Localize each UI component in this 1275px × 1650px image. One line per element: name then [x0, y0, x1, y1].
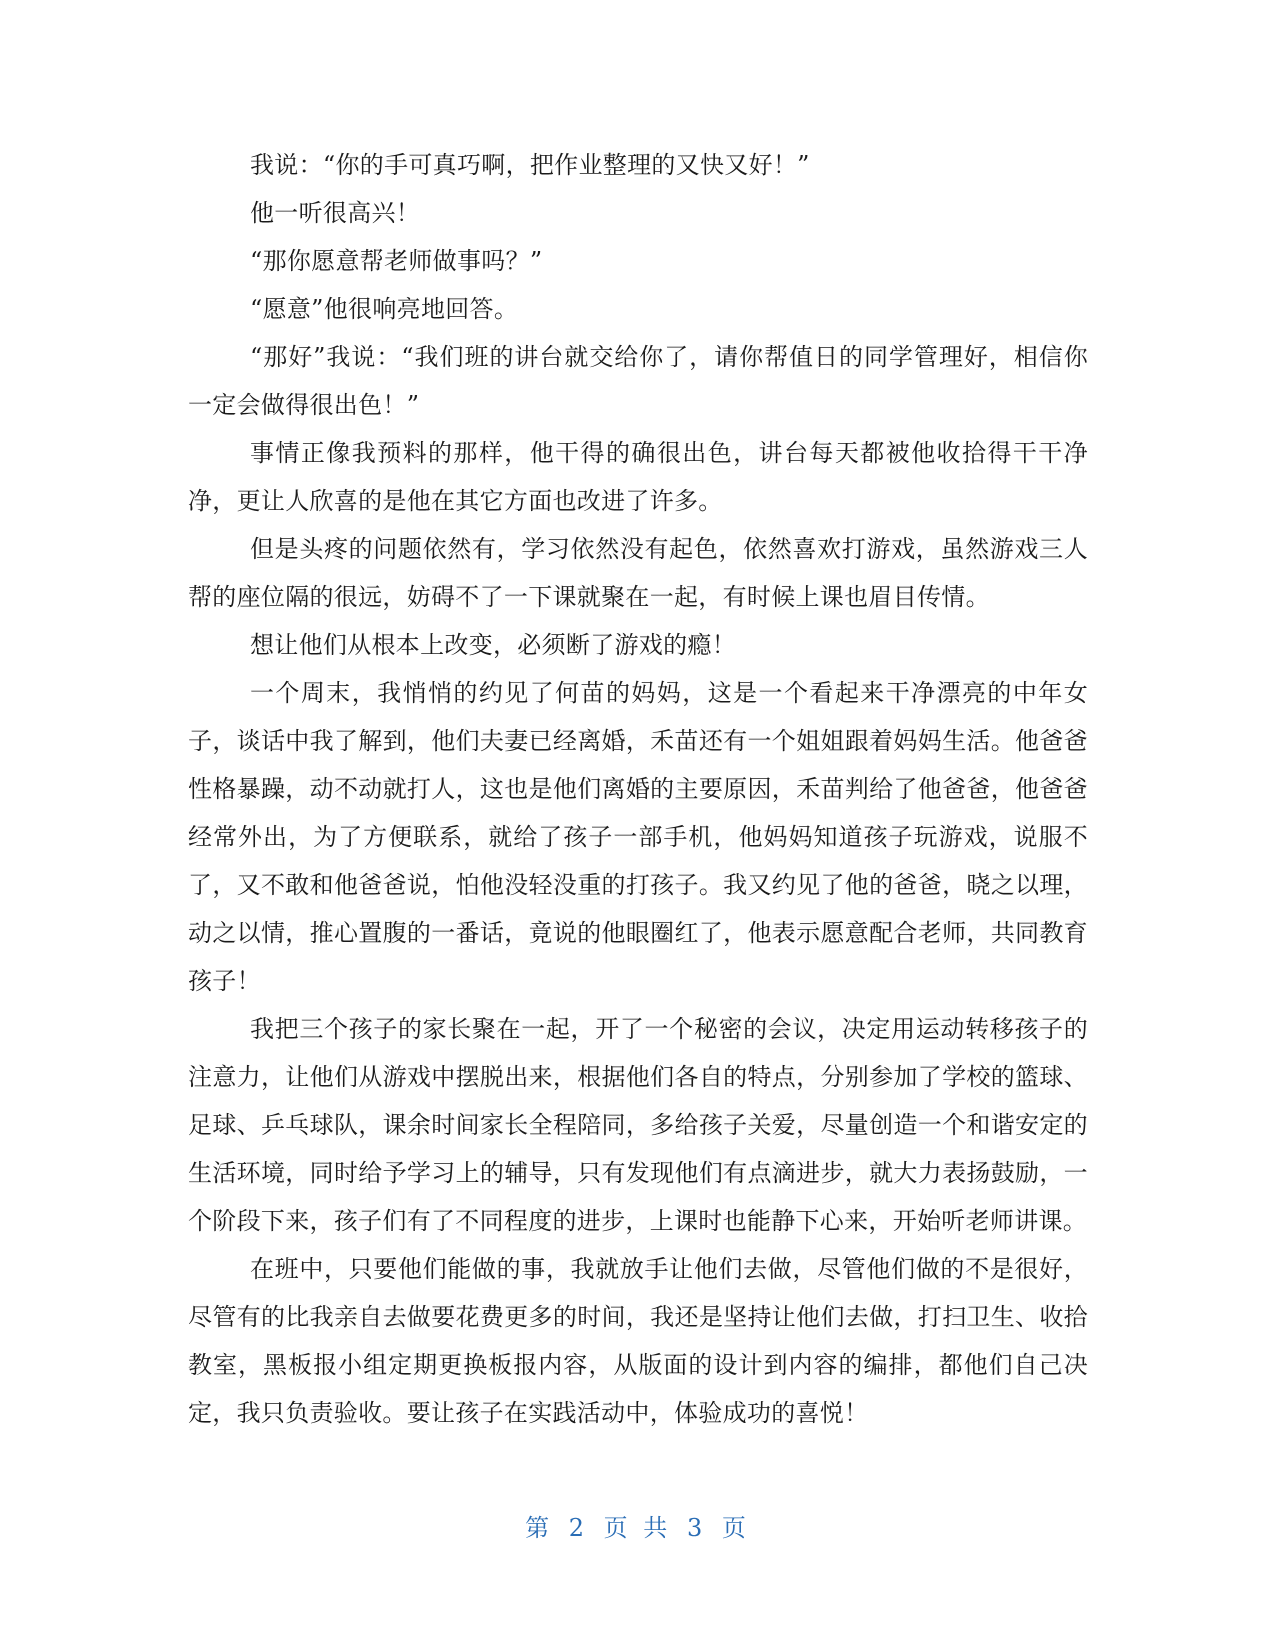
page-footer: [0, 1512, 1275, 1544]
paragraph: 事情正像我预料的那样，他干得的确很出色，讲台每天都被他收拾得干干净净，更让人欣喜的是他在其它方面也改进了许多。: [188, 439, 1088, 515]
paragraph: “愿意”他很响亮地回答。: [250, 295, 519, 323]
paragraph: 想让他们从根本上改变，必须断了游戏的瘾！: [250, 631, 736, 659]
document-body: [188, 141, 1088, 1437]
paragraph: 但是头疼的问题依然有，学习依然没有起色，依然喜欢打游戏，虽然游戏三人帮的座位隔的很远，妨碍不了一下课就聚在一起，有时候上课也眉目传情。: [188, 535, 1088, 611]
page-number-suffix: 页: [721, 1514, 750, 1542]
paragraph: 他一听很高兴！: [250, 199, 421, 227]
page-number-middle: 页 共: [603, 1514, 672, 1542]
paragraph: 在班中，只要他们能做的事，我就放手让他们去做，尽管他们做的不是很好，尽管有的比我亲自去做要花费更多的时间，我还是坚持让他们去做，打扫卫生、收拾教室，黑板报小组定期更换板报内容，从版面的设计到内容的编排，都他们自己决定，我只负责验收。要让孩子在实践活动中，体验成功的喜悦！: [188, 1255, 1088, 1427]
page-number-prefix: 第: [525, 1514, 554, 1542]
current-page-number: 2: [568, 1514, 589, 1542]
paragraph: 一个周末，我悄悄的约见了何苗的妈妈，这是一个看起来干净漂亮的中年女子，谈话中我了解到，他们夫妻已经离婚，禾苗还有一个姐姐跟着妈妈生活。他爸爸性格暴躁，动不动就打人，这也是他们离婚的主要原因，禾苗判给了他爸爸，他爸爸经常外出，为了方便联系，就给了孩子一部手机，他妈妈知道孩子玩游戏，说服不了，又不敢和他爸爸说，怕他没轻没重的打孩子。我又约见了他的爸爸，晓之以理，动之以情，推心置腹的一番话，竟说的他眼圈红了，他表示愿意配合老师，共同教育孩子！: [188, 679, 1088, 995]
paragraph: “那你愿意帮老师做事吗？”: [250, 247, 543, 275]
paragraph: 我把三个孩子的家长聚在一起，开了一个秘密的会议，决定用运动转移孩子的注意力，让他们从游戏中摆脱出来，根据他们各自的特点，分别参加了学校的篮球、足球、乒乓球队，课余时间家长全程陪同，多给孩子关爱，尽量创造一个和谐安定的生活环境，同时给予学习上的辅导，只有发现他们有点滴进步，就大力表扬鼓励，一个阶段下来，孩子们有了不同程度的进步，上课时也能静下心来，开始听老师讲课。: [188, 1015, 1088, 1235]
paragraph: “那好”我说：“我们班的讲台就交给你了，请你帮值日的同学管理好，相信你一定会做得很出色！”: [188, 343, 1088, 419]
paragraph: 我说：“你的手可真巧啊，把作业整理的又快又好！”: [250, 151, 810, 179]
total-page-count: 3: [686, 1514, 707, 1542]
